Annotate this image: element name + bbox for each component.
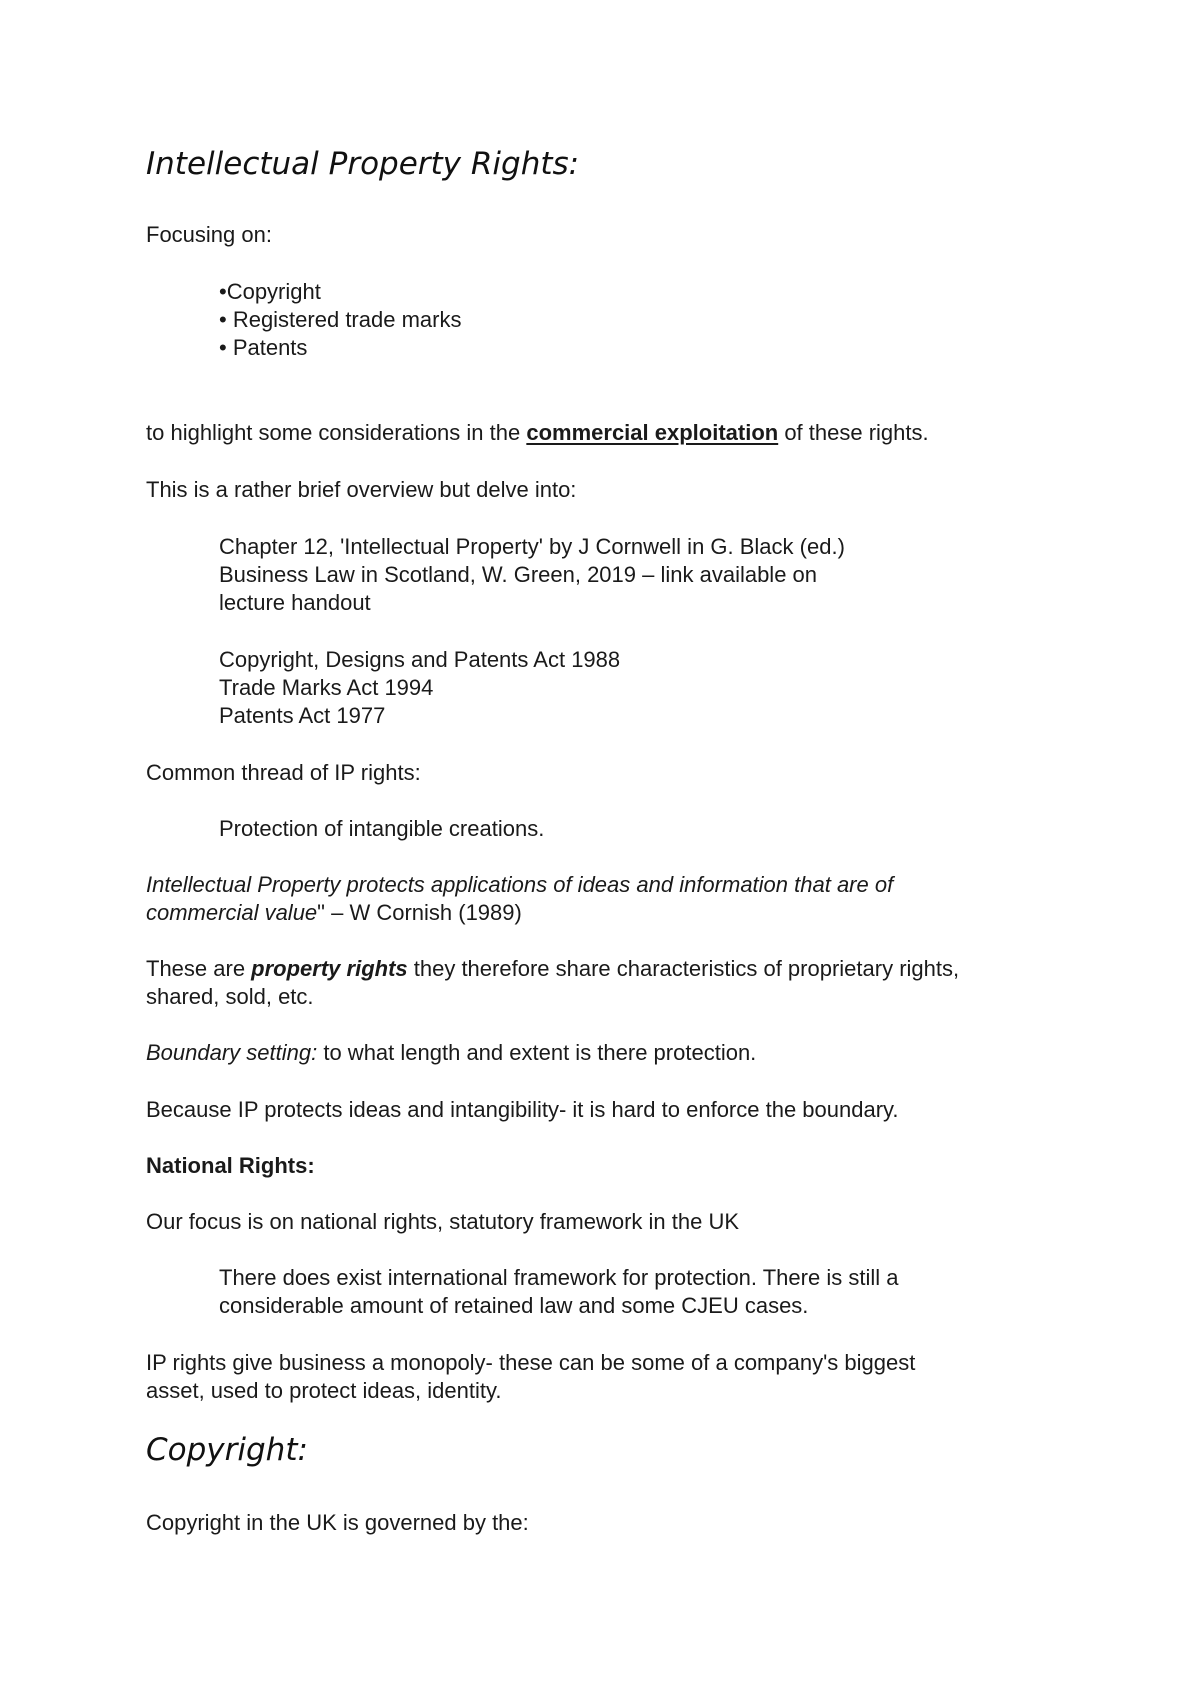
act-cdpa: Copyright, Designs and Patents Act 1988 — [219, 647, 621, 672]
highlight-paragraph — [146, 419, 929, 447]
bullet-copyright: •Copyright — [219, 279, 321, 304]
reference-line-1: Chapter 12, 'Intellectual Property' by J Cornwell in G. Black (ed.) — [219, 534, 845, 559]
international-line-1: There does exist international framework for protection. There is still a — [219, 1265, 899, 1290]
property-rights-line-2: shared, sold, etc. — [146, 984, 314, 1009]
protection-text: Protection of intangible creations. — [219, 816, 545, 841]
act-patents: Patents Act 1977 — [219, 703, 386, 728]
bullet-trade-marks: • Registered trade marks — [219, 307, 462, 332]
because-text: Because IP protects ideas and intangibility- it is hard to enforce the boundary. — [146, 1097, 899, 1122]
page-title: Intellectual Property Rights: — [146, 146, 580, 182]
property-rights-line-1 — [146, 955, 959, 983]
boundary-rest: to what length and extent is there protection. — [317, 1040, 757, 1065]
copyright-governed-text: Copyright in the UK is governed by the: — [146, 1510, 529, 1535]
monopoly-line-2: asset, used to protect ideas, identity. — [146, 1378, 502, 1403]
national-rights-heading: National Rights: — [146, 1153, 315, 1178]
quote-line-2 — [146, 899, 522, 927]
property-rights-before: These are — [146, 956, 252, 981]
quote-commercial-value: commercial value — [146, 900, 318, 925]
international-line-2: considerable amount of retained law and some CJEU cases. — [219, 1293, 809, 1318]
highlight-after: of these rights. — [778, 420, 929, 445]
national-focus-text: Our focus is on national rights, statutory framework in the UK — [146, 1209, 740, 1234]
focusing-on-text: Focusing on: — [146, 222, 272, 247]
monopoly-line-1: IP rights give business a monopoly- these can be some of a company's biggest — [146, 1350, 916, 1375]
copyright-heading: Copyright: — [146, 1432, 308, 1468]
property-rights-after: they therefore share characteristics of proprietary rights, — [407, 956, 960, 981]
reference-line-2: Business Law in Scotland, W. Green, 2019 – link available on — [219, 562, 818, 587]
property-rights-emphasis: property rights — [251, 956, 408, 981]
boundary-paragraph — [146, 1039, 756, 1067]
overview-text: This is a rather brief overview but delve into: — [146, 477, 577, 502]
highlight-before: to highlight some considerations in the — [146, 420, 527, 445]
commercial-exploitation-emphasis: commercial exploitation — [526, 420, 779, 445]
quote-line-1: Intellectual Property protects applications of ideas and information that are of — [146, 872, 894, 897]
act-trade-marks: Trade Marks Act 1994 — [219, 675, 434, 700]
boundary-setting-label: Boundary setting: — [146, 1040, 318, 1065]
common-thread-text: Common thread of IP rights: — [146, 760, 421, 785]
bullet-patents: • Patents — [219, 335, 308, 360]
quote-attribution: " – W Cornish (1989) — [317, 900, 522, 925]
reference-line-3: lecture handout — [219, 590, 371, 615]
